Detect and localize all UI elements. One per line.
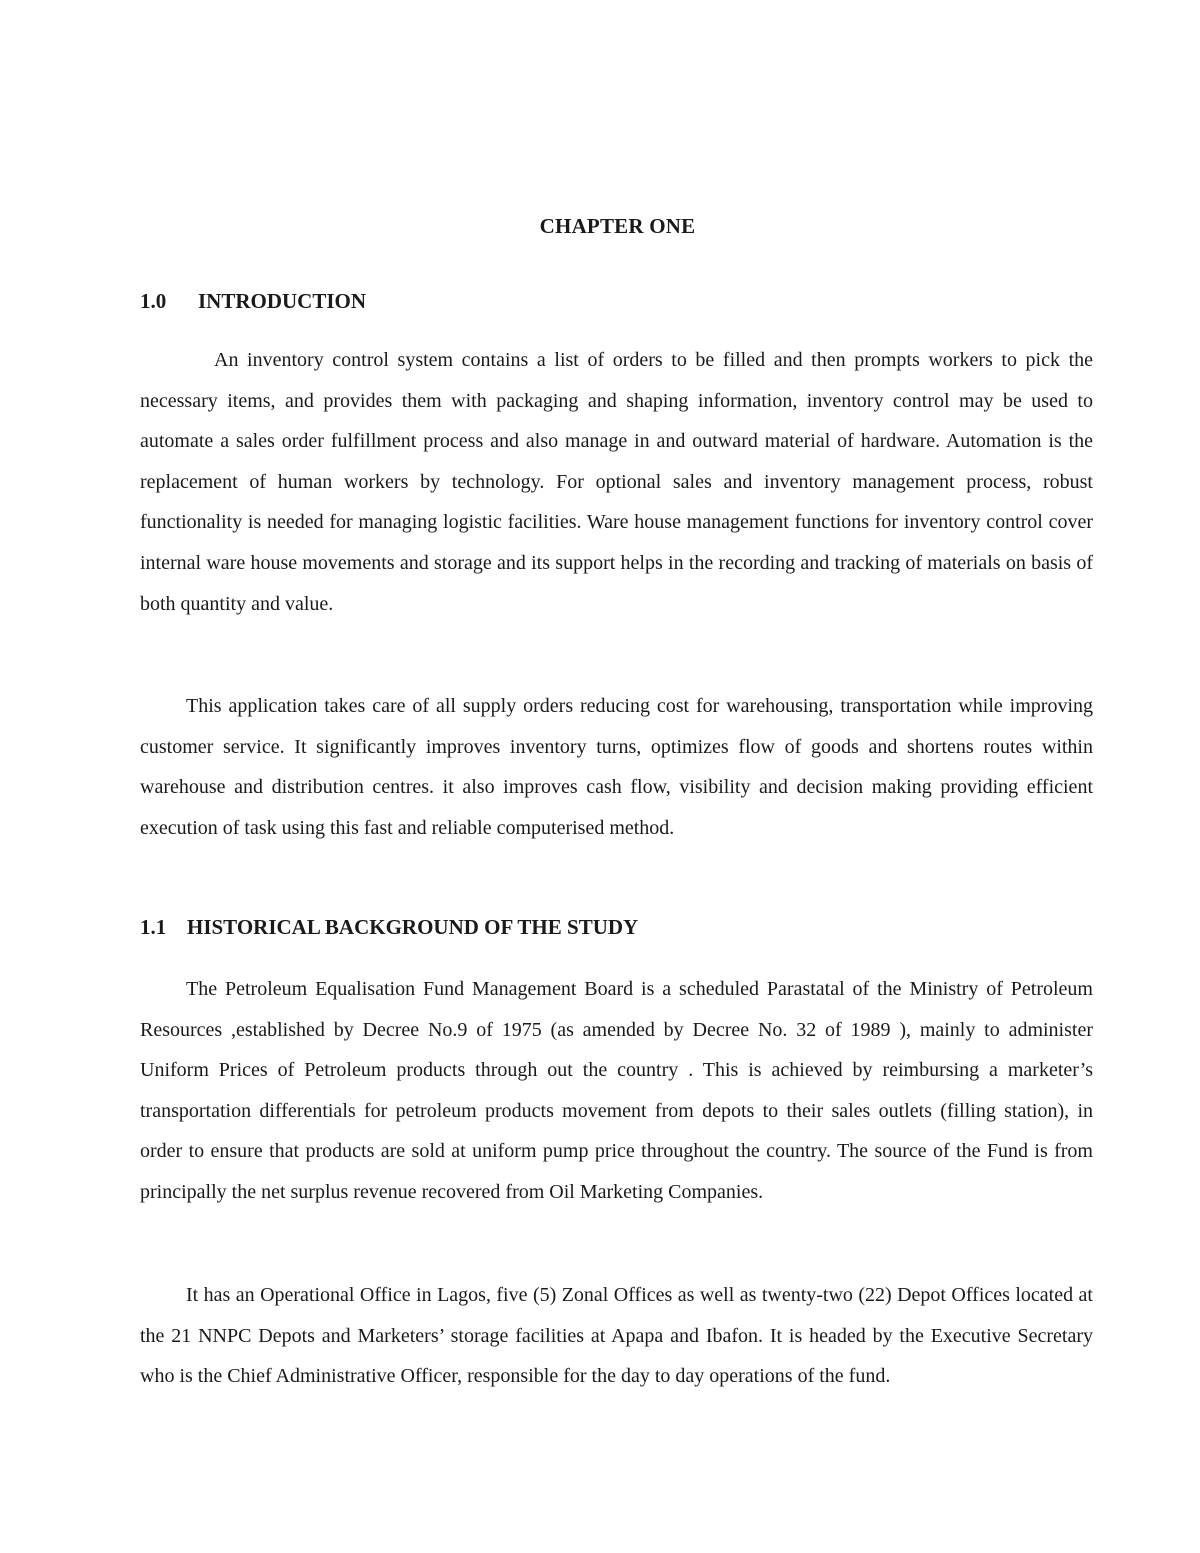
section-heading-historical-background bbox=[140, 915, 638, 940]
section-number: 1.0 bbox=[140, 289, 167, 313]
section-title: INTRODUCTION bbox=[198, 289, 367, 313]
historical-background-paragraph-2: It has an Operational Office in Lagos, five (5) Zonal Offices as well as twenty-two (22) Depot Offices located at the 21 NNPC Depots and Marketers’ storage facilities at Apapa and Ibafon. It is headed by the Executive Secretary who is the Chief Administrative Officer, responsible for the day to day operations of the fund. bbox=[140, 1284, 1093, 1388]
introduction-paragraph-1: An inventory control system contains a list of orders to be filled and then prompts workers to pick the necessary items, and provides them with packaging and shaping information, inventory control may be used to automate a sales order fulfillment process and also manage in and outward material of hardware. Automation is the replacement of human workers by technology. For optional sales and inventory management process, robust functionality is needed for managing logistic facilities. Ware house management functions for inventory control cover internal ware house movements and storage and its support helps in the recording and tracking of materials on basis of both quantity and value. bbox=[140, 349, 1093, 615]
historical-background-paragraph-1: The Petroleum Equalisation Fund Management Board is a scheduled Parastatal of the Ministry of Petroleum Resources ,established by Decree No.9 of 1975 (as amended by Decree No. 32 of 1989 ), mainly to administer Uniform Prices of Petroleum products through out the country . This is achieved by reimbursing a marketer’s transportation differentials for petroleum products movement from depots to their sales outlets (filling station), in order to ensure that products are sold at uniform pump price throughout the country. The source of the Fund is from principally the net surplus revenue recovered from Oil Marketing Companies. bbox=[140, 978, 1093, 1203]
section-title: HISTORICAL BACKGROUND OF THE STUDY bbox=[187, 915, 639, 939]
section-number: 1.1 bbox=[140, 915, 167, 939]
introduction-paragraph-2: This application takes care of all supply orders reducing cost for warehousing, transportation while improving customer service. It significantly improves inventory turns, optimizes flow of goods and shortens routes within warehouse and distribution centres. it also improves cash flow, visibility and decision making providing efficient execution of task using this fast and reliable computerised method. bbox=[140, 695, 1093, 839]
chapter-title: CHAPTER ONE bbox=[539, 214, 696, 238]
section-heading-introduction bbox=[140, 289, 366, 314]
